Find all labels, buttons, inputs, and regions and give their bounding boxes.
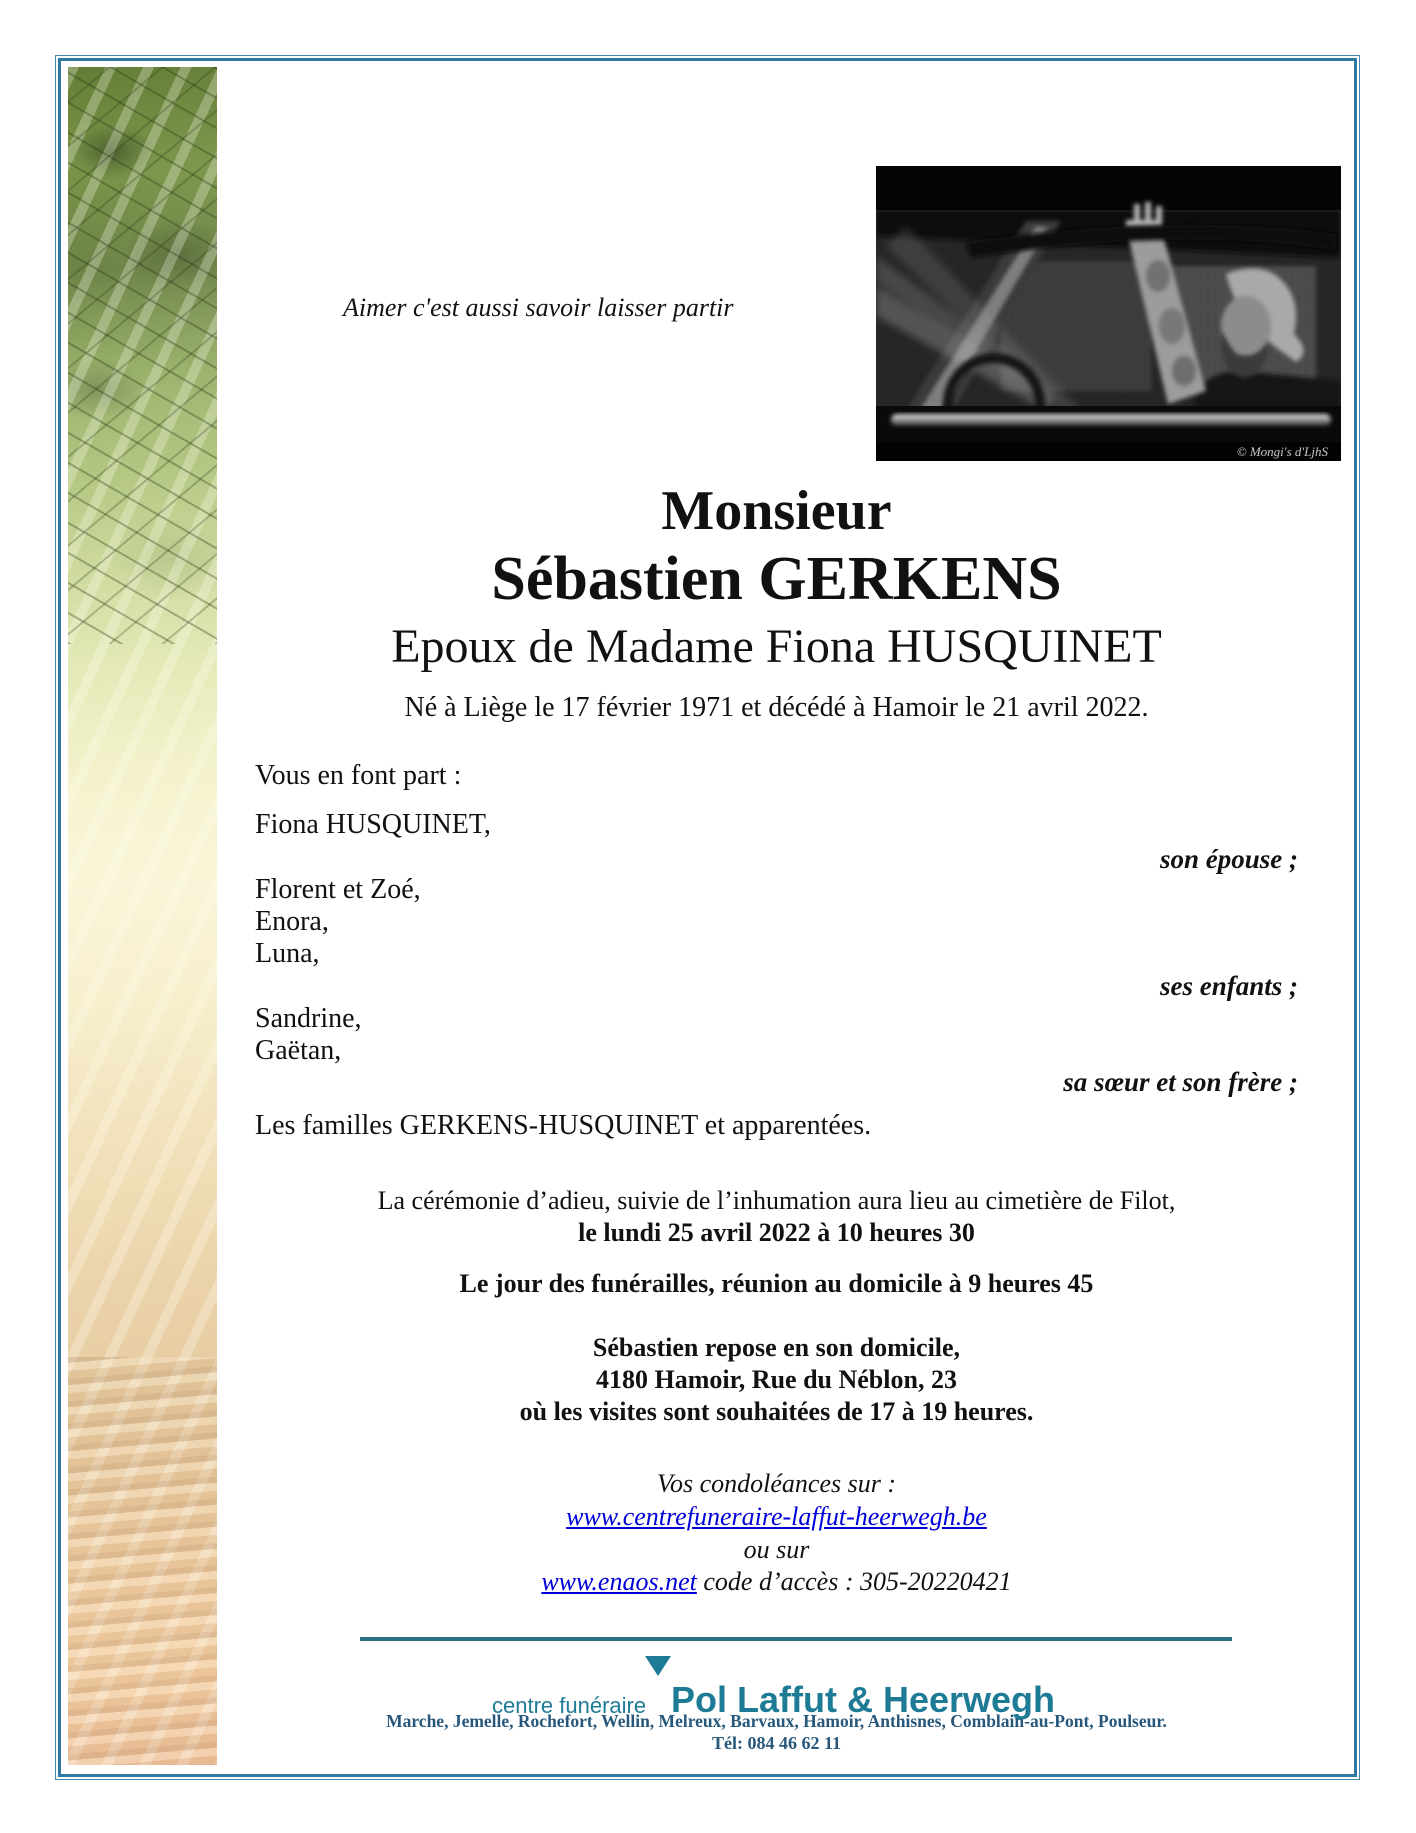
families-line: Les familles GERKENS-HUSQUINET et apparentées. <box>255 1110 872 1141</box>
brand-triangle-icon <box>645 1656 671 1676</box>
footer-divider-line <box>360 1637 1232 1641</box>
meeting-line: Le jour des funérailles, réunion au domicile à 9 heures 45 <box>459 1269 1094 1298</box>
funeral-home-name: Pol Laffut & Heerwegh <box>671 1679 1056 1720</box>
spouse-line: Epoux de Madame Fiona HUSQUINET <box>391 620 1162 673</box>
repose-address: 4180 Hamoir, Rue du Néblon, 23 <box>596 1365 957 1394</box>
forest-path-photo <box>68 67 217 1765</box>
funeral-home-locations: Marche, Jemelle, Rochefort, Wellin, Melreux, Barvaux, Hamoir, Anthisnes, Comblain-au-Pont, Poulseur. <box>386 1711 1167 1731</box>
photo-credit: © Mongi's d'LjhS <box>1236 444 1328 459</box>
deceased-name: Sébastien GERKENS <box>491 545 1062 613</box>
or-text: ou sur <box>743 1535 810 1564</box>
family-member-wife: Fiona HUSQUINET, <box>255 809 491 840</box>
condolences-link-row <box>255 1503 1298 1530</box>
family-member-child: Enora, <box>255 906 329 937</box>
repose-line: Sébastien repose en son domicile, <box>592 1333 961 1362</box>
relation-children: ses enfants ; <box>1159 971 1298 1001</box>
condolences-link-enaos[interactable]: www.enaos.net <box>541 1567 697 1596</box>
announcement-intro: Vous en font part : <box>255 760 462 791</box>
relation-wife: son épouse ; <box>1159 844 1298 874</box>
condolences-link-funeraire[interactable]: www.centrefuneraire-laffut-heerwegh.be <box>566 1502 987 1531</box>
ceremony-datetime: le lundi 25 avril 2022 à 10 heures 30 <box>578 1218 975 1247</box>
birth-death-line: Né à Liège le 17 février 1971 et décédé à Hamoir le 21 avril 2022. <box>404 692 1149 723</box>
announcement-body <box>255 0 1298 1833</box>
relation-siblings: sa sœur et son frère ; <box>1063 1067 1298 1097</box>
family-member-child: Luna, <box>255 938 320 969</box>
brand-small-text: centre funéraire <box>492 1693 647 1718</box>
title-monsieur: Monsieur <box>661 480 892 542</box>
visits-line: où les visites sont souhaitées de 17 à 19 heures. <box>519 1397 1034 1426</box>
ceremony-line: La cérémonie d’adieu, suivie de l’inhumation aura lieu au cimetière de Filot, <box>377 1186 1176 1215</box>
family-member-sibling: Sandrine, <box>255 1003 362 1034</box>
family-member-child: Florent et Zoé, <box>255 874 421 905</box>
family-member-sibling: Gaëtan, <box>255 1035 342 1066</box>
opening-quote: Aimer c'est aussi savoir laisser partir <box>343 293 734 322</box>
access-code-text: code d’accès : 305-20220421 <box>696 1567 1012 1596</box>
funeral-home-phone: Tél: 084 46 62 11 <box>712 1733 841 1753</box>
condolences-intro: Vos condoléances sur : <box>656 1469 896 1498</box>
enaos-row <box>255 1568 1298 1595</box>
